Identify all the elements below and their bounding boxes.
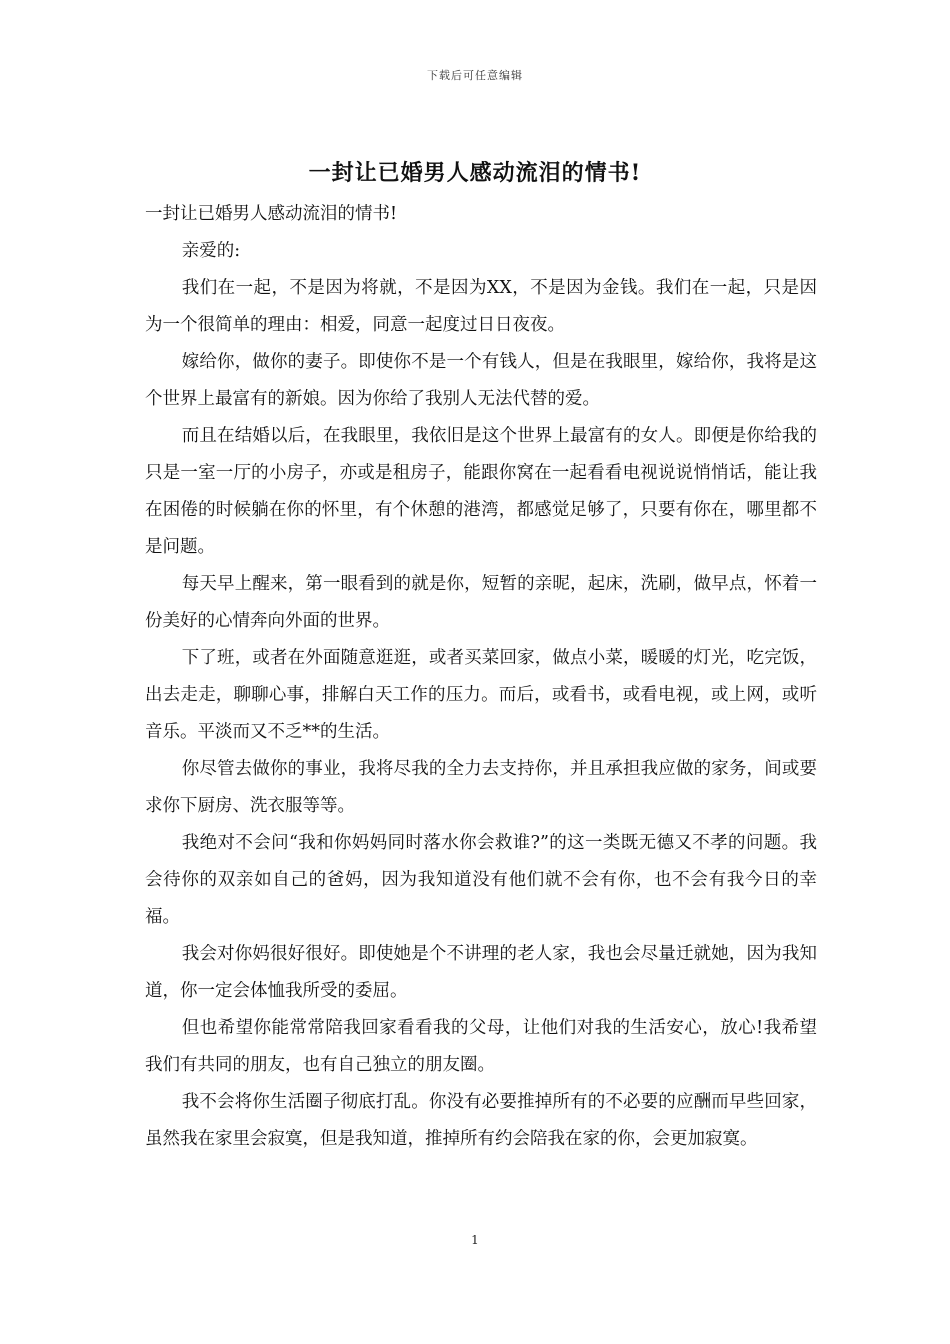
- page-number: 1: [471, 1233, 479, 1247]
- body-paragraph: 但也希望你能常常陪我回家看看我的父母，让他们对我的生活安心，放心!我希望我们有共同的朋友，也有自己独立的朋友圈。: [145, 1018, 817, 1075]
- body-paragraph: 我不会将你生活圈子彻底打乱。你没有必要推掉所有的不必要的应酬而早些回家，虽然我在家里会寂寞，但是我知道，推掉所有约会陪我在家的你，会更加寂寞。: [145, 1092, 817, 1149]
- body-paragraph: 我会对你妈很好很好。即使她是个不讲理的老人家，我也会尽量迁就她，因为我知道，你一定会体恤我所受的委屈。: [145, 944, 817, 1001]
- document-title: 一封让已婚男人感动流泪的情书!: [308, 160, 642, 186]
- body-paragraph: 下了班，或者在外面随意逛逛，或者买菜回家，做点小菜，暖暖的灯光，吃完饭，出去走走，聊聊心事，排解白天工作的压力。而后，或看书，或看电视，或上网，或听音乐。平淡而又不乏**的生活。: [145, 648, 817, 742]
- body-paragraph: 嫁给你，做你的妻子。即使你不是一个有钱人，但是在我眼里，嫁给你，我将是这个世界上最富有的新娘。因为你给了我别人无法代替的爱。: [145, 352, 817, 409]
- document-body: [145, 196, 817, 1158]
- page-header-note: 下载后可任意编辑: [427, 69, 523, 82]
- subtitle-paragraph: 一封让已婚男人感动流泪的情书!: [145, 204, 398, 224]
- salutation-paragraph: 亲爱的:: [181, 241, 241, 261]
- body-paragraph: 我绝对不会问“我和你妈妈同时落水你会救谁?”的这一类既无德又不孝的问题。我会待你的双亲如自己的爸妈，因为我知道没有他们就不会有你，也不会有我今日的幸福。: [145, 833, 817, 927]
- body-paragraph: 我们在一起，不是因为将就，不是因为XX，不是因为金钱。我们在一起，只是因为一个很简单的理由：相爱，同意一起度过日日夜夜。: [145, 278, 817, 335]
- body-paragraph: 每天早上醒来，第一眼看到的就是你，短暂的亲昵，起床，洗刷，做早点，怀着一份美好的心情奔向外面的世界。: [145, 574, 817, 631]
- body-paragraph: 你尽管去做你的事业，我将尽我的全力去支持你，并且承担我应做的家务，间或要求你下厨房、洗衣服等等。: [145, 759, 817, 816]
- body-paragraph: 而且在结婚以后，在我眼里，我依旧是这个世界上最富有的女人。即便是你给我的只是一室一厅的小房子，亦或是租房子，能跟你窝在一起看看电视说说悄悄话，能让我在困倦的时候躺在你的怀里，有个休憩的港湾，都感觉足够了，只要有你在，哪里都不是问题。: [145, 426, 817, 557]
